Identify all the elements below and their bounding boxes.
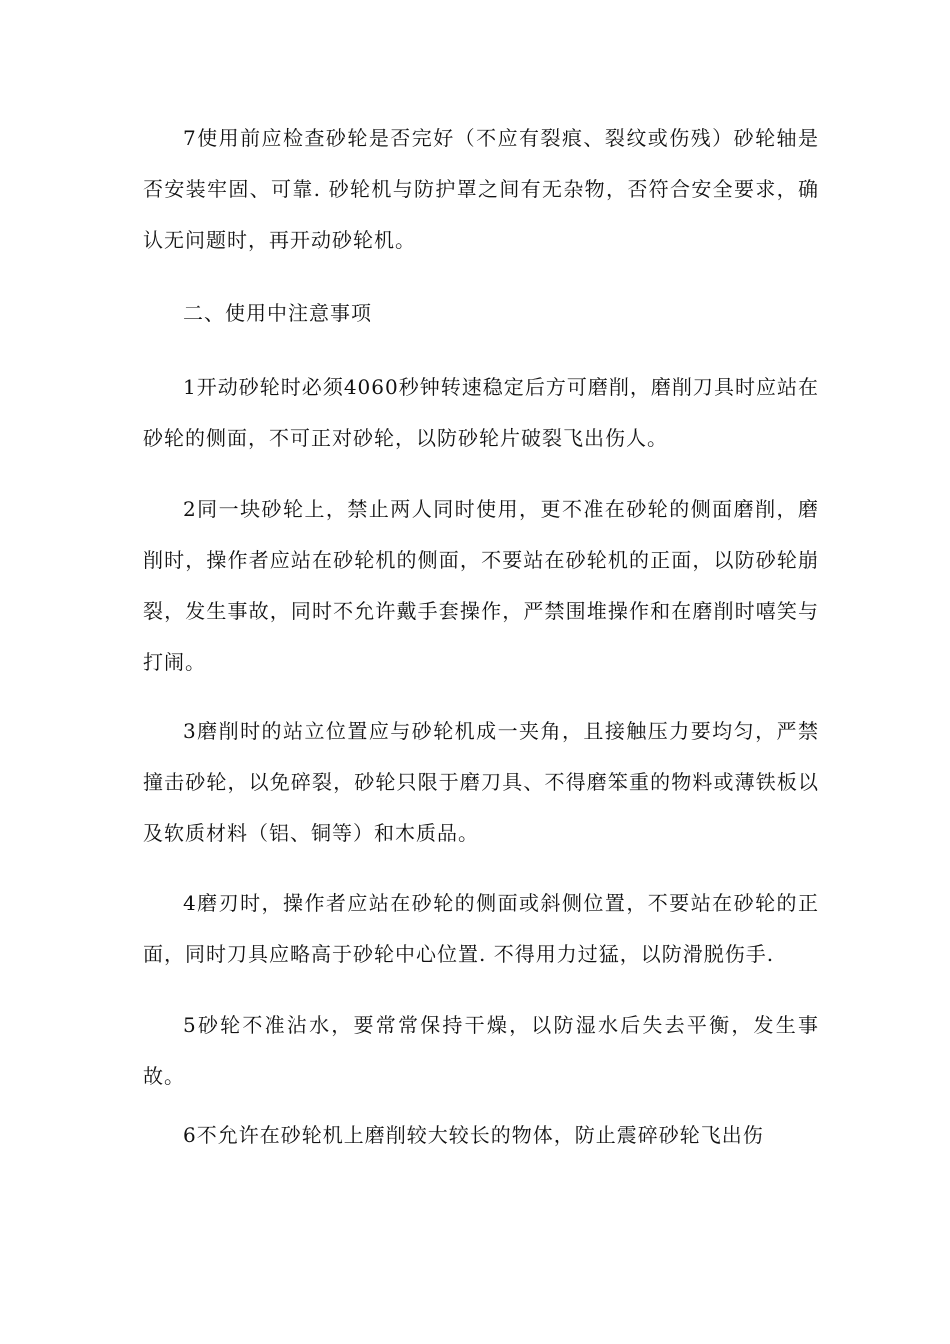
paragraph-item-1: 1开动砂轮时必须4060秒钟转速稳定后方可磨削，磨削刀具时应站在砂轮的侧面，不可正对砂轮，以防砂轮片破裂飞出伤人。	[143, 375, 819, 450]
section-heading-usage-notes: 二、使用中注意事项	[183, 301, 372, 325]
paragraph-item-6: 6不允许在砂轮机上磨削较大较长的物体，防止震碎砂轮飞出伤	[183, 1123, 764, 1147]
paragraph-item-4: 4磨刃时，操作者应站在砂轮的侧面或斜侧位置，不要站在砂轮的正面，同时刀具应略高于砂轮中心位置. 不得用力过猛，以防滑脱伤手.	[143, 891, 819, 966]
paragraph-item-7: 7使用前应检查砂轮是否完好（不应有裂痕、裂纹或伤残）砂轮轴是否安装牢固、可靠. 砂轮机与防护罩之间有无杂物，否符合安全要求，确认无问题时，再开动砂轮机。	[143, 126, 819, 252]
paragraph-item-5: 5砂轮不准沾水，要常常保持干燥，以防湿水后失去平衡，发生事故。	[143, 1013, 819, 1088]
paragraph-item-3: 3磨削时的站立位置应与砂轮机成一夹角，且接触压力要均匀，严禁撞击砂轮，以免碎裂，砂轮只限于磨刀具、不得磨笨重的物料或薄铁板以及软质材料（铝、铜等）和木质品。	[143, 719, 819, 845]
paragraph-item-2: 2同一块砂轮上，禁止两人同时使用，更不准在砂轮的侧面磨削，磨削时，操作者应站在砂轮机的侧面，不要站在砂轮机的正面，以防砂轮崩裂，发生事故，同时不允许戴手套操作，严禁围堆操作和在磨削时嘻笑与打闹。	[143, 497, 819, 674]
